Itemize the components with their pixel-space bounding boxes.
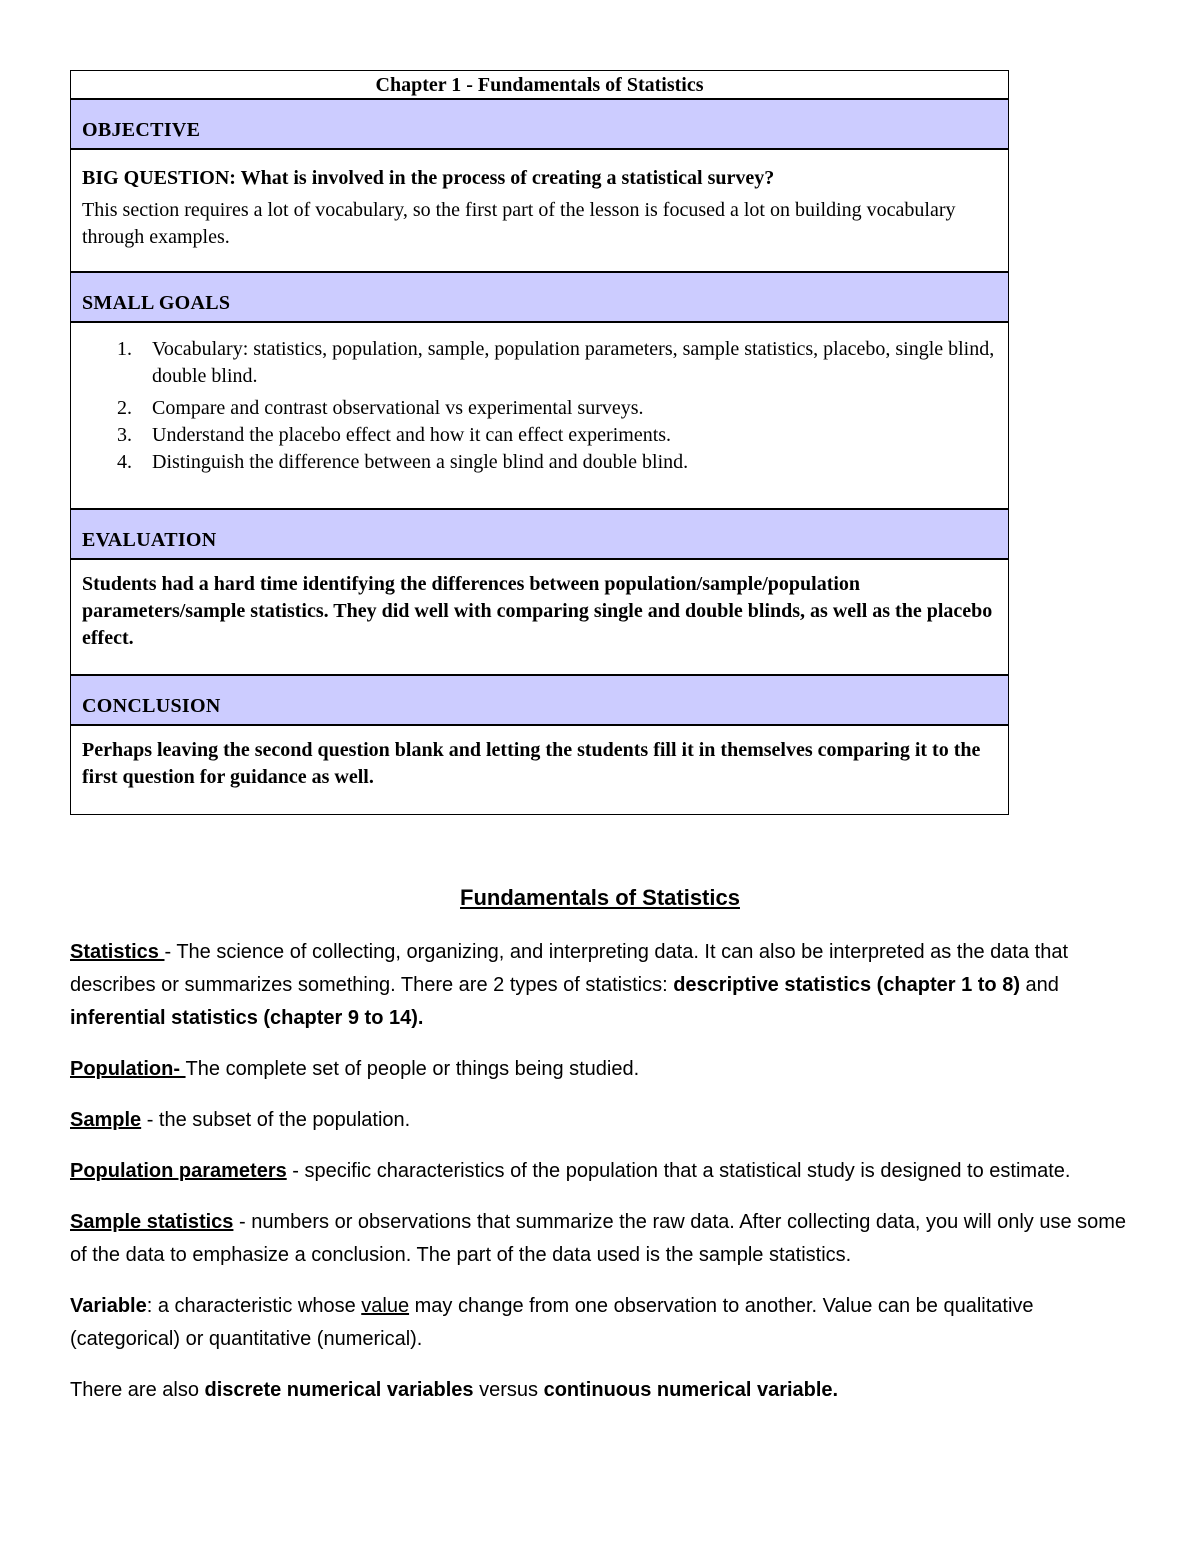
population-definition: The complete set of people or things being studied. (185, 1058, 640, 1080)
evaluation-body: Students had a hard time identifying the differences between population/sample/population parameters/sample statistics. They did well with comparing single and double blinds, as well as the placebo effect. (71, 560, 1008, 676)
conclusion-body: Perhaps leaving the second question blank and letting the students fill it in themselves comparing it to the first question for guidance as well. (82, 739, 981, 788)
small-goals-heading: SMALL GOALS (71, 273, 1008, 323)
descriptive-statistics: descriptive statistics (chapter 1 to 8) (673, 974, 1020, 996)
notes-title: Fundamentals of Statistics (460, 885, 740, 910)
objective-body (71, 150, 1008, 273)
goal-text: Distinguish the difference between a single blind and double blind. (152, 451, 689, 473)
term-statistics: Statistics (70, 941, 165, 963)
definition-statistics (70, 936, 1130, 1035)
goal-text: Vocabulary: statistics, population, sample, population parameters, sample statistics, placebo, single blind, double blind. (152, 338, 995, 387)
vocabulary-notes (70, 880, 1130, 1425)
term-sample-statistics: Sample statistics (70, 1211, 234, 1233)
goal-number: 4. (117, 451, 132, 473)
statistics-definition: - The science of collecting, organizing, and interpreting data. It can also be interpreted as the data that describes or summarizes something. There are 2 types of statistics: (70, 941, 1069, 996)
discrete-numerical-variables: discrete numerical variables (204, 1379, 474, 1401)
lesson-plan-table (70, 70, 1009, 815)
variable-definition-part1: : a characteristic whose (146, 1295, 362, 1317)
objective-description: This section requires a lot of vocabulary, so the first part of the lesson is focused a lot on building vocabulary through examples. (82, 199, 956, 248)
term-variable: Variable (70, 1295, 147, 1317)
small-goals-body (71, 323, 1008, 510)
discrete-lead: There are also (70, 1379, 205, 1401)
definition-population (70, 1053, 1130, 1086)
variable-definition-part2: may change from one observation to another. Value can be qualitative (categorical) or quantitative (numerical). (70, 1295, 1034, 1350)
sample-definition: - the subset of the population. (141, 1109, 411, 1131)
goal-number: 1. (117, 338, 132, 360)
goal-number: 3. (117, 424, 132, 446)
versus-word: versus (473, 1379, 544, 1401)
term-sample: Sample (70, 1109, 142, 1131)
term-population-parameters: Population parameters (70, 1160, 287, 1182)
goal-item (82, 395, 997, 422)
continuous-numerical-variable: continuous numerical variable. (543, 1379, 839, 1401)
goal-text: Understand the placebo effect and how it can effect experiments. (152, 424, 672, 446)
inferential-statistics: inferential statistics (chapter 9 to 14). (70, 1007, 424, 1029)
definition-population-parameters (70, 1155, 1130, 1188)
definition-sample-statistics (70, 1206, 1130, 1272)
term-population: Population- (70, 1058, 186, 1080)
population-parameters-definition: - specific characteristics of the population that a statistical study is designed to estimate. (286, 1160, 1071, 1182)
discrete-continuous-note (70, 1374, 1130, 1407)
goal-item (82, 449, 997, 476)
value-word: value (361, 1295, 410, 1317)
evaluation-heading: EVALUATION (71, 510, 1008, 560)
conclusion-heading: CONCLUSION (71, 676, 1008, 726)
objective-heading: OBJECTIVE (71, 100, 1008, 150)
big-question: BIG QUESTION: What is involved in the process of creating a statistical survey? (82, 167, 775, 189)
small-goals-list (82, 336, 997, 476)
definition-variable (70, 1290, 1130, 1356)
goal-number: 2. (117, 397, 132, 419)
sample-statistics-definition: - numbers or observations that summarize the raw data. After collecting data, you will only use some of the data to emphasize a conclusion. The part of the data used is the sample statistics. (70, 1211, 1127, 1266)
statistics-and: and (1020, 974, 1059, 996)
goal-text: Compare and contrast observational vs experimental surveys. (152, 397, 644, 419)
definition-sample (70, 1104, 1130, 1137)
lesson-title: Chapter 1 - Fundamentals of Statistics (71, 71, 1008, 100)
goal-item (82, 336, 997, 390)
goal-item (82, 422, 997, 449)
